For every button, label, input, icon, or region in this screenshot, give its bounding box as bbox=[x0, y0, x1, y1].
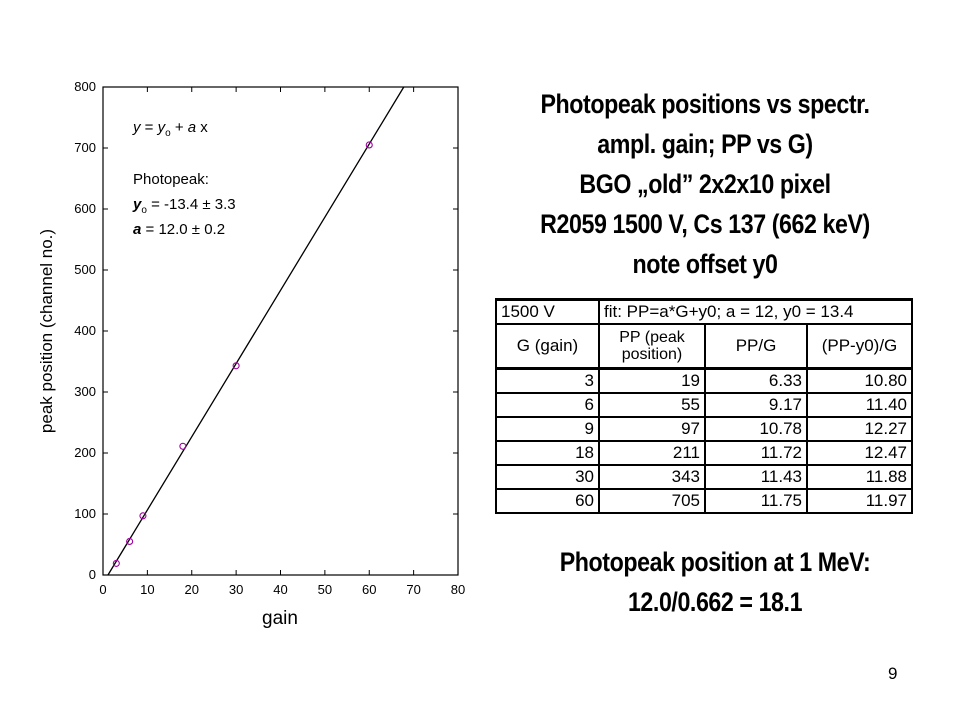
a-value: a = 12.0 ± 0.2 bbox=[133, 221, 226, 238]
equation-text: $y = y_o + a$ x bbox=[133, 119, 208, 139]
data-point bbox=[180, 443, 186, 449]
x-tick-label: 0 bbox=[99, 582, 107, 597]
table-cell: 9 bbox=[496, 417, 599, 441]
title-line: ampl. gain; PP vs G) bbox=[597, 129, 813, 159]
table-header-row bbox=[496, 324, 912, 369]
table-cell: 10.78 bbox=[705, 417, 807, 441]
chart bbox=[0, 0, 470, 640]
y-tick-label: 400 bbox=[74, 323, 96, 338]
title-line: Photopeak positions vs spectr. bbox=[540, 89, 870, 119]
table-cell: fit: PP=a*G+y0; a = 12, y0 = 13.4 bbox=[599, 300, 912, 325]
table-cell: 12.27 bbox=[807, 417, 912, 441]
result-line: 12.0/0.662 = 18.1 bbox=[627, 587, 803, 617]
table-row bbox=[496, 417, 912, 441]
title-line: BGO „old” 2x2x10 pixel bbox=[579, 169, 831, 199]
x-axis-label: gain bbox=[262, 608, 298, 629]
fit-legend bbox=[132, 119, 236, 238]
x-tick-label: 30 bbox=[228, 582, 244, 597]
table-cell: 11.97 bbox=[807, 489, 912, 513]
result-line: Photopeak position at 1 MeV: bbox=[559, 547, 871, 577]
table-cell: 3 bbox=[496, 369, 599, 394]
y-axis-label: peak position (channel no.) bbox=[37, 228, 56, 434]
table-cell: 9.17 bbox=[705, 393, 807, 417]
photopeak-label: Photopeak: bbox=[133, 171, 209, 188]
x-axis-ticks bbox=[99, 87, 465, 597]
table-header-cell: G (gain) bbox=[496, 324, 599, 369]
title-line: note offset y0 bbox=[632, 249, 778, 279]
table-row bbox=[496, 489, 912, 513]
table-cell: 18 bbox=[496, 441, 599, 465]
y0-value: $y_o = -13.4 \pm 3.3$ bbox=[133, 196, 236, 216]
y-tick-label: 0 bbox=[88, 567, 96, 582]
table-cell: 10.80 bbox=[807, 369, 912, 394]
page-number: 9 bbox=[888, 664, 898, 683]
table-header-cell: (PP-y0)/G bbox=[807, 324, 912, 369]
fit-line-group bbox=[108, 87, 404, 575]
y-tick-label: 300 bbox=[74, 384, 96, 399]
table-cell: 343 bbox=[599, 465, 705, 489]
y-tick-label: 800 bbox=[74, 79, 96, 94]
table-cell: 55 bbox=[599, 393, 705, 417]
table-cell: 11.40 bbox=[807, 393, 912, 417]
result-text bbox=[504, 542, 925, 622]
table-cell: 6.33 bbox=[705, 369, 807, 394]
x-tick-label: 70 bbox=[406, 582, 421, 597]
x-tick-label: 80 bbox=[450, 582, 466, 597]
y-axis-ticks bbox=[74, 79, 458, 582]
table-row bbox=[496, 300, 912, 325]
x-tick-label: 50 bbox=[317, 582, 333, 597]
y-tick-label: 500 bbox=[74, 262, 96, 277]
table-cell: 97 bbox=[599, 417, 705, 441]
table-row bbox=[496, 465, 912, 489]
x-tick-label: 40 bbox=[273, 582, 288, 597]
table-cell: 60 bbox=[496, 489, 599, 513]
table-cell: 11.72 bbox=[705, 441, 807, 465]
title-line: R2059 1500 V, Cs 137 (662 keV) bbox=[540, 209, 870, 239]
slide-title bbox=[503, 84, 907, 284]
fit-line bbox=[108, 87, 404, 575]
table-cell: 1500 V bbox=[496, 300, 599, 325]
plot-frame bbox=[103, 87, 458, 575]
y-tick-label: 200 bbox=[74, 445, 96, 460]
y-tick-label: 100 bbox=[74, 506, 96, 521]
table-cell: 11.43 bbox=[705, 465, 807, 489]
table-cell: 211 bbox=[599, 441, 705, 465]
y-tick-label: 700 bbox=[74, 140, 96, 155]
table-cell: 6 bbox=[496, 393, 599, 417]
table-cell: 12.47 bbox=[807, 441, 912, 465]
table-cell: 19 bbox=[599, 369, 705, 394]
table-cell: 705 bbox=[599, 489, 705, 513]
data-table bbox=[495, 298, 913, 514]
x-tick-label: 10 bbox=[140, 582, 155, 597]
table-cell: 11.75 bbox=[705, 489, 807, 513]
table-row bbox=[496, 393, 912, 417]
table-cell: 11.88 bbox=[807, 465, 912, 489]
table-row bbox=[496, 441, 912, 465]
y-tick-label: 600 bbox=[74, 201, 96, 216]
table-header-cell: PP (peak position) bbox=[599, 324, 705, 369]
table-row bbox=[496, 369, 912, 394]
x-tick-label: 60 bbox=[362, 582, 377, 597]
table-header-cell: PP/G bbox=[705, 324, 807, 369]
x-tick-label: 20 bbox=[184, 582, 199, 597]
table-cell: 30 bbox=[496, 465, 599, 489]
